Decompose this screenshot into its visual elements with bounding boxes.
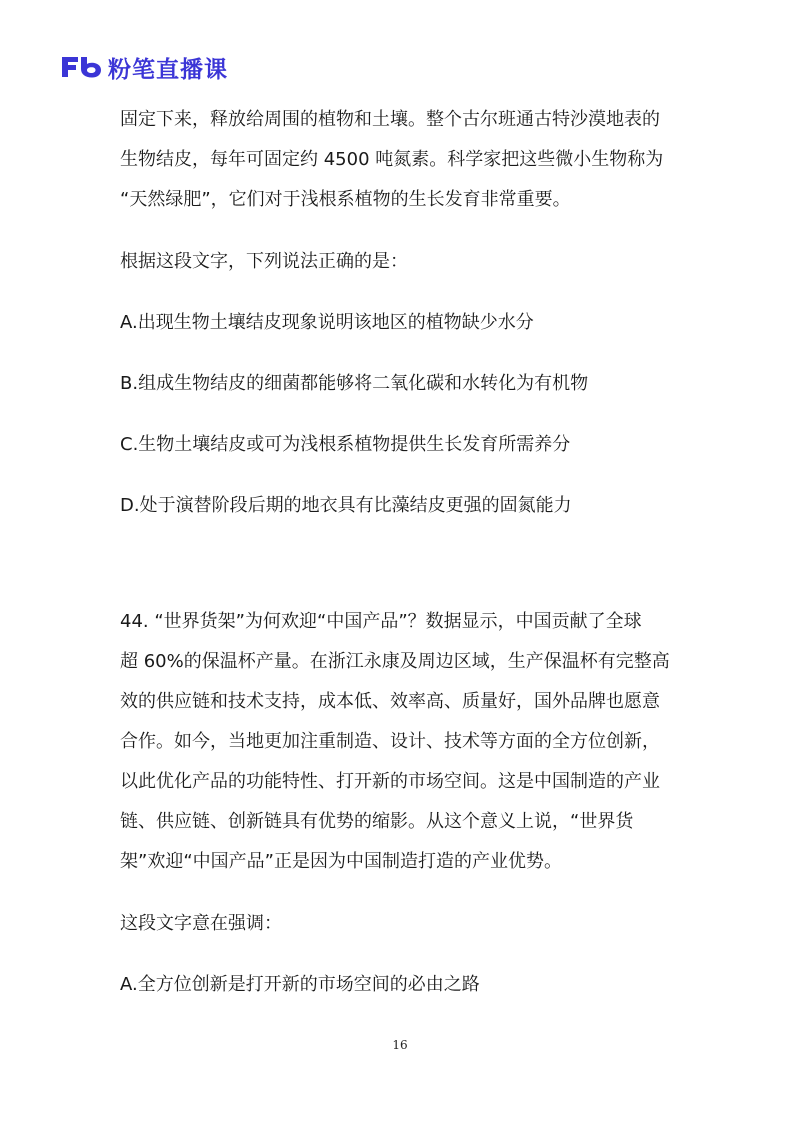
- option-c: C.生物土壤结皮或可为浅根系植物提供生长发育所需养分: [120, 434, 571, 455]
- fenbi-logo-icon: [60, 54, 106, 80]
- passage-line: 链、供应链、创新链具有优势的缩影。从这个意义上说，“世界货: [120, 811, 634, 832]
- question-44-passage: [120, 612, 720, 872]
- page-header: [60, 52, 228, 82]
- passage-line: “天然绿肥”，它们对于浅根系植物的生长发育非常重要。: [120, 189, 571, 210]
- option-d: D.处于演替阶段后期的地衣具有比藻结皮更强的固氮能力: [120, 495, 572, 516]
- option-b: B.组成生物结皮的细菌都能够将二氧化碳和水转化为有机物: [120, 373, 589, 394]
- passage-line: 44. “世界货架”为何欢迎“中国产品”？数据显示，中国贡献了全球: [120, 611, 642, 632]
- option-a: A.全方位创新是打开新的市场空间的必由之路: [120, 974, 480, 995]
- passage-line: 以此优化产品的功能特性、打开新的市场空间。这是中国制造的产业: [120, 771, 660, 792]
- passage-line: 架”欢迎“中国产品”正是因为中国制造打造的产业优势。: [120, 851, 562, 872]
- passage-line: 生物结皮，每年可固定约 4500 吨氮素。科学家把这些微小生物称为: [120, 149, 664, 170]
- page-number: 16: [392, 1038, 408, 1052]
- question-prompt: 根据这段文字，下列说法正确的是：: [120, 251, 408, 272]
- passage-line: 固定下来，释放给周围的植物和土壤。整个古尔班通古特沙漠地表的: [120, 109, 660, 130]
- passage-line: 合作。如今，当地更加注重制造、设计、技术等方面的全方位创新，: [120, 731, 660, 752]
- question-prompt: 这段文字意在强调：: [120, 913, 282, 934]
- prev-passage: [120, 110, 720, 210]
- page-content: [120, 100, 720, 995]
- passage-line: 效的供应链和技术支持，成本低、效率高、质量好，国外品牌也愿意: [120, 691, 660, 712]
- passage-line: 超 60%的保温杯产量。在浙江永康及周边区域，生产保温杯有完整高: [120, 651, 670, 672]
- brand-name: 粉笔直播课: [108, 56, 228, 83]
- option-a: A.出现生物土壤结皮现象说明该地区的植物缺少水分: [120, 312, 534, 333]
